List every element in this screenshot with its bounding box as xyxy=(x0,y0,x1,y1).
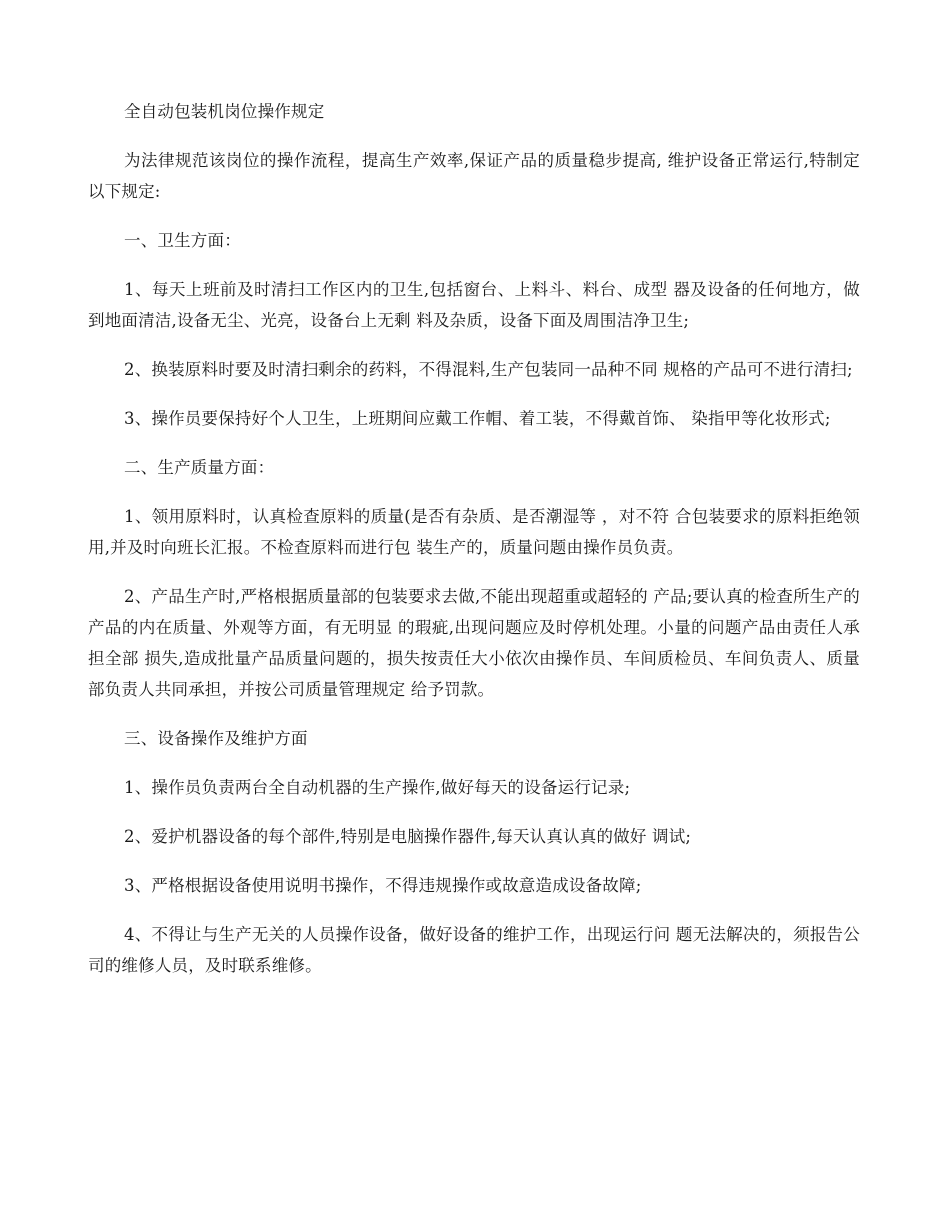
hygiene-item-1: 1、每天上班前及时清扫工作区内的卫生,包括窗台、上料斗、料台、成型 器及设备的任何地方，做到地面清洁,设备无尘、光亮，设备台上无剩 料及杂质，设备下面及周围洁净卫生; xyxy=(88,280,860,330)
section-heading-equipment: 三、设备操作及维护方面 xyxy=(124,729,308,748)
intro-paragraph: 为法律规范该岗位的操作流程，提高生产效率,保证产品的质量稳步提高, 维护设备正常运行,特制定以下规定: xyxy=(88,151,860,201)
quality-item-1: 1、领用原料时，认真检查原料的质量(是否有杂质、是否潮湿等 ，对不符 合包装要求的原料拒绝领用,并及时向班长汇报。不检查原料而进行包 装生产的，质量问题由操作员负责。 xyxy=(88,507,860,557)
hygiene-item-3: 3、操作员要保持好个人卫生，上班期间应戴工作帽、着工装，不得戴首饰、 染指甲等化妆形式; xyxy=(124,409,831,428)
document-page xyxy=(88,96,860,999)
equipment-item-4: 4、不得让与生产无关的人员操作设备，做好设备的维护工作，出现运行问 题无法解决的，须报告公司的维修人员，及时联系维修。 xyxy=(88,925,860,975)
document-title: 全自动包装机岗位操作规定 xyxy=(124,102,325,121)
equipment-item-1: 1、操作员负责两台全自动机器的生产操作,做好每天的设备运行记录; xyxy=(124,778,631,797)
section-heading-hygiene: 一、卫生方面： xyxy=(124,231,241,250)
equipment-item-3: 3、严格根据设备使用说明书操作，不得违规操作或故意造成设备故障; xyxy=(124,876,642,895)
hygiene-item-2: 2、换装原料时要及时清扫剩余的药料，不得混料,生产包装同一品种不同 规格的产品可不进行清扫; xyxy=(124,360,853,379)
equipment-item-2: 2、爱护机器设备的每个部件,特别是电脑操作器件,每天认真认真的做好 调试; xyxy=(124,827,692,846)
section-heading-quality: 二、生产质量方面： xyxy=(124,458,275,477)
quality-item-2: 2、产品生产时,严格根据质量部的包装要求去做,不能出现超重或超轻的 产品;要认真的检查所生产的产品的内在质量、外观等方面，有无明显 的瑕疵,出现问题应及时停机处理。小量的问题产品由责任人承担全部 损失,造成批量产品质量问题的，损失按责任大小依次由操作员、车间质检员、车间负责人、质量部负责人共同承担，并按公司质量管理规定 给予罚款。 xyxy=(88,587,860,699)
